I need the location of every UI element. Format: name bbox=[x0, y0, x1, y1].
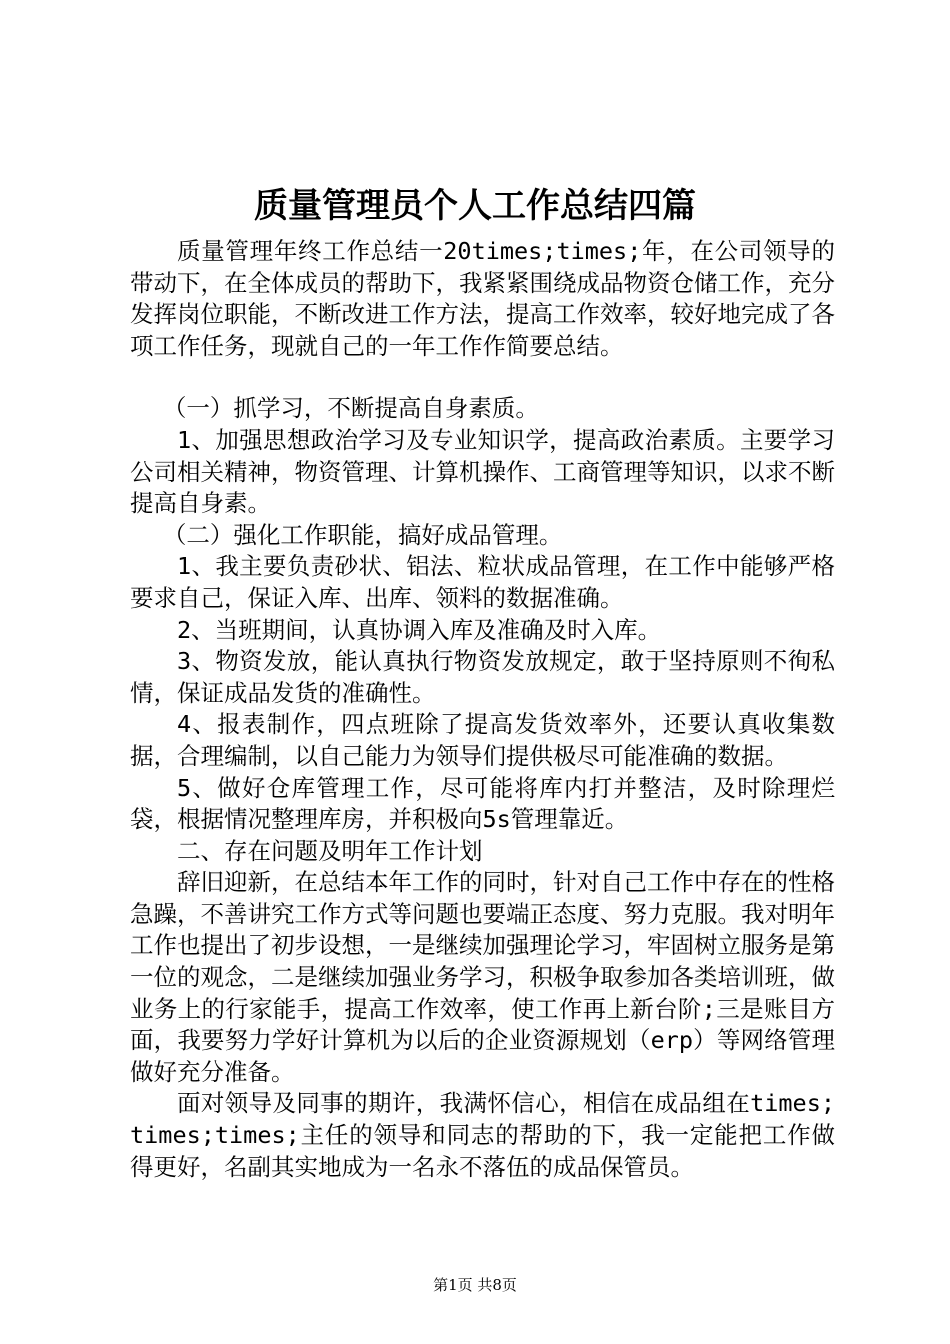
paragraph: 二、存在问题及明年工作计划 bbox=[177, 836, 483, 865]
document-body bbox=[130, 236, 835, 1183]
paragraph: 4、报表制作，四点班除了提高发货效率外，还要认真收集数据，合理编制，以自己能力为领导们提供极尽可能准确的数据。 bbox=[130, 710, 835, 770]
paragraph: （二）强化工作职能，搞好成品管理。 bbox=[162, 520, 563, 549]
document-title: 质量管理员个人工作总结四篇 bbox=[254, 186, 696, 226]
paragraph: 5、做好仓库管理工作，尽可能将库内打并整洁，及时除理烂袋，根据情况整理库房，并积极向5s管理靠近。 bbox=[130, 773, 835, 834]
paragraph: 质量管理年终工作总结一20times;times;年，在公司领导的带动下，在全体成员的帮助下，我紧紧围绕成品物资仓储工作，充分发挥岗位职能，不断改进工作方法，提高工作效率，较好地完成了各项工作任务，现就自己的一年工作作简要总结。 bbox=[130, 237, 835, 360]
paragraph: 面对领导及同事的期许，我满怀信心，相信在成品组在times;times;times;主任的领导和同志的帮助的下，我一定能把工作做得更好，名副其实地成为一名永不落伍的成品保管员。 bbox=[130, 1089, 835, 1181]
paragraph: 3、物资发放，能认真执行物资发放规定，敢于坚持原则不徇私情，保证成品发货的准确性。 bbox=[130, 647, 835, 707]
paragraph: 辞旧迎新，在总结本年工作的同时，针对自己工作中存在的性格急躁，不善讲究工作方式等问题也要端正态度、努力克服。我对明年工作也提出了初步设想，一是继续加强理论学习，牢固树立服务是第一位的观念，二是继续加强业务学习，积极争取参加各类培训班，做业务上的行家能手，提高工作效率，使工作再上新台阶;三是账目方面，我要努力学好计算机为以后的企业资源规划（erp）等网络管理做好充分准备。 bbox=[130, 868, 835, 1086]
paragraph: 2、当班期间，认真协调入库及准确及时入库。 bbox=[177, 615, 662, 644]
paragraph: 1、加强思想政治学习及专业知识学，提高政治素质。主要学习公司相关精神，物资管理、计算机操作、工商管理等知识，以求不断提高自身素。 bbox=[130, 425, 835, 518]
paragraph: （一）抓学习，不断提高自身素质。 bbox=[162, 394, 539, 423]
paragraph-gap bbox=[130, 362, 835, 393]
page-footer: 第1页 共8页 bbox=[433, 1276, 517, 1294]
paragraph: 1、我主要负责砂状、铝法、粒状成品管理，在工作中能够严格要求自己，保证入库、出库、领料的数据准确。 bbox=[130, 552, 835, 612]
